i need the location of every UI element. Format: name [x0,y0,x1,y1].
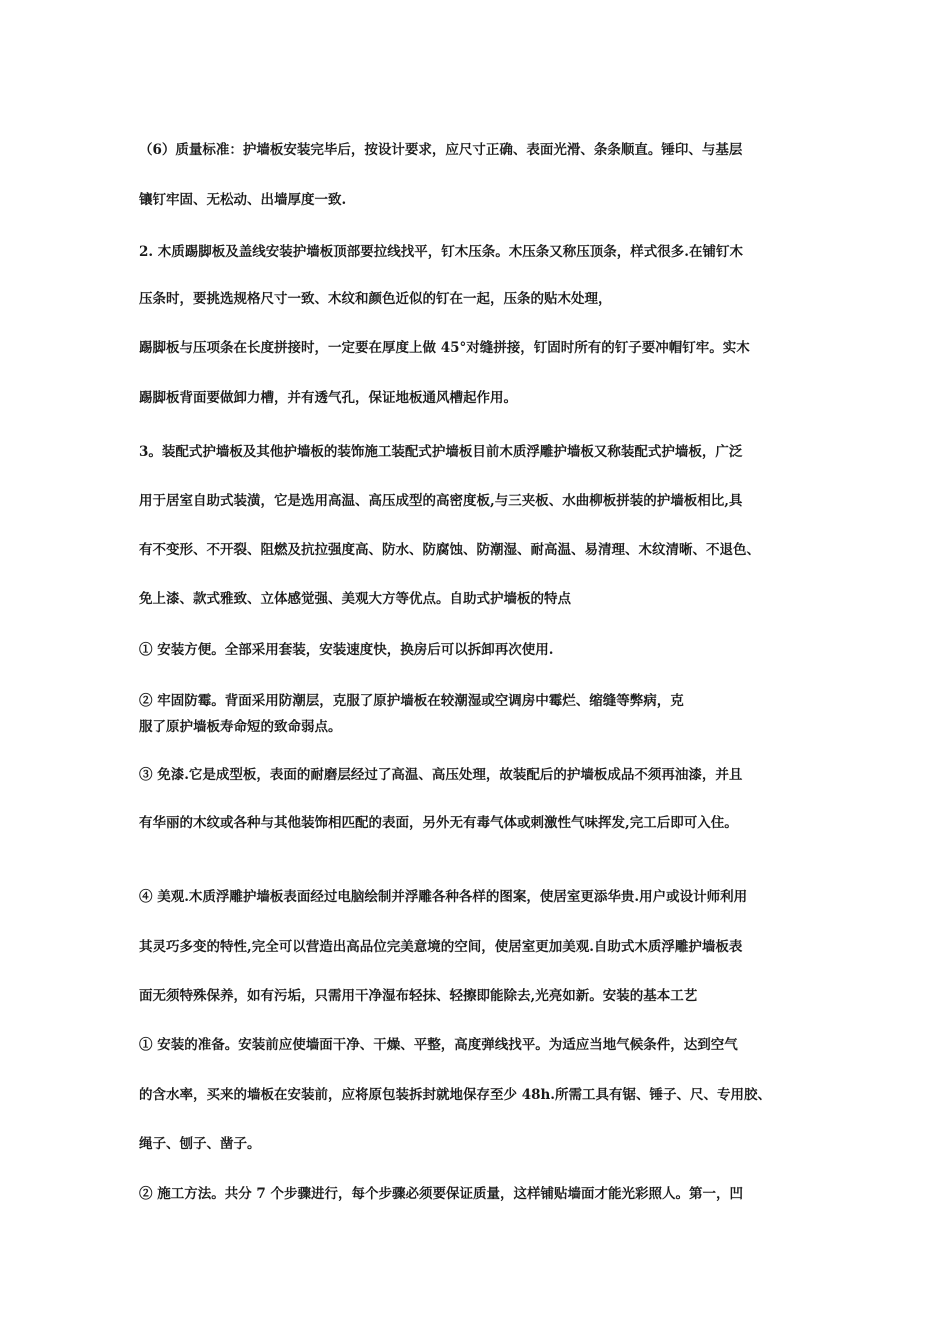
text-line: 镶钉牢固、无松动、出墙厚度一致. [139,192,347,208]
text-line: 2. 木质踢脚板及盖线安装护墙板顶部要拉线找平，钉木压条。木压条又称压顶条，样式很多.在铺钉木 [139,244,743,260]
text-line: 踢脚板背面要做卸力槽，并有透气孔，保证地板通风槽起作用。 [139,390,517,406]
text-line: 压条时，要挑选规格尺寸一致、木纹和颜色近似的钉在一起，压条的贴木处理， [139,291,612,307]
text-line: 的含水率，买来的墙板在安装前，应将原包装拆封就地保存至少 48h.所需工具有锯、锤子、尺、专用胶、 [139,1087,772,1103]
text-line: ① 安装方便。全部采用套装，安装速度快，换房后可以拆卸再次使用. [139,642,554,658]
text-line: 用于居室自助式装潢，它是选用高温、高压成型的高密度板,与三夹板、水曲柳板拼装的护墙板相比,具 [139,493,743,509]
text-line: ④ 美观.木质浮雕护墙板表面经过电脑绘制并浮雕各种各样的图案，使居室更添华贵.用户或设计师利用 [139,889,748,905]
text-line: 踢脚板与压项条在长度拼接时，一定要在厚度上做 45°对缝拼接，钉固时所有的钉子要冲帽钉牢。实木 [139,340,750,356]
text-line: ③ 免漆.它是成型板，表面的耐磨层经过了高温、高压处理，故装配后的护墙板成品不须再油漆，并且 [139,767,743,783]
text-line: （6）质量标准：护墙板安装完毕后，按设计要求，应尺寸正确、表面光滑、条条顺直。锤印、与基层 [139,142,743,158]
text-line: 服了原护墙板寿命短的致命弱点。 [139,719,342,735]
text-line: ② 施工方法。共分 7 个步骤进行，每个步骤必须要保证质量，这样铺贴墙面才能光彩照人。第一，凹 [139,1186,743,1202]
text-line: 有华丽的木纹或各种与其他装饰相匹配的表面，另外无有毒气体或刺激性气味挥发,完工后即可入住。 [139,815,738,831]
text-line: ② 牢固防霉。背面采用防潮层，克服了原护墙板在较潮湿或空调房中霉烂、缩缝等弊病，克 [139,693,684,709]
text-line: 免上漆、款式雅致、立体感觉强、美观大方等优点。自助式护墙板的特点 [139,591,571,607]
text-line: ① 安装的准备。安装前应使墙面干净、干燥、平整，高度弹线找平。为适应当地气候条件，达到空气 [139,1037,738,1053]
text-line: 绳子、刨子、凿子。 [139,1136,261,1152]
text-line: 3。装配式护墙板及其他护墙板的装饰施工装配式护墙板目前木质浮雕护墙板又称装配式护墙板，广泛 [139,444,743,460]
text-line: 有不变形、不开裂、阻燃及抗拉强度高、防水、防腐蚀、防潮湿、耐高温、易清理、木纹清晰、不退色、 [139,542,760,558]
text-line: 其灵巧多变的特性,完全可以营造出高品位完美意境的空间，使居室更加美观.自助式木质浮雕护墙板表 [139,939,743,955]
text-line: 面无须特殊保养，如有污垢，只需用干净湿布轻抹、轻擦即能除去,光亮如新。安装的基本工艺 [139,988,698,1004]
